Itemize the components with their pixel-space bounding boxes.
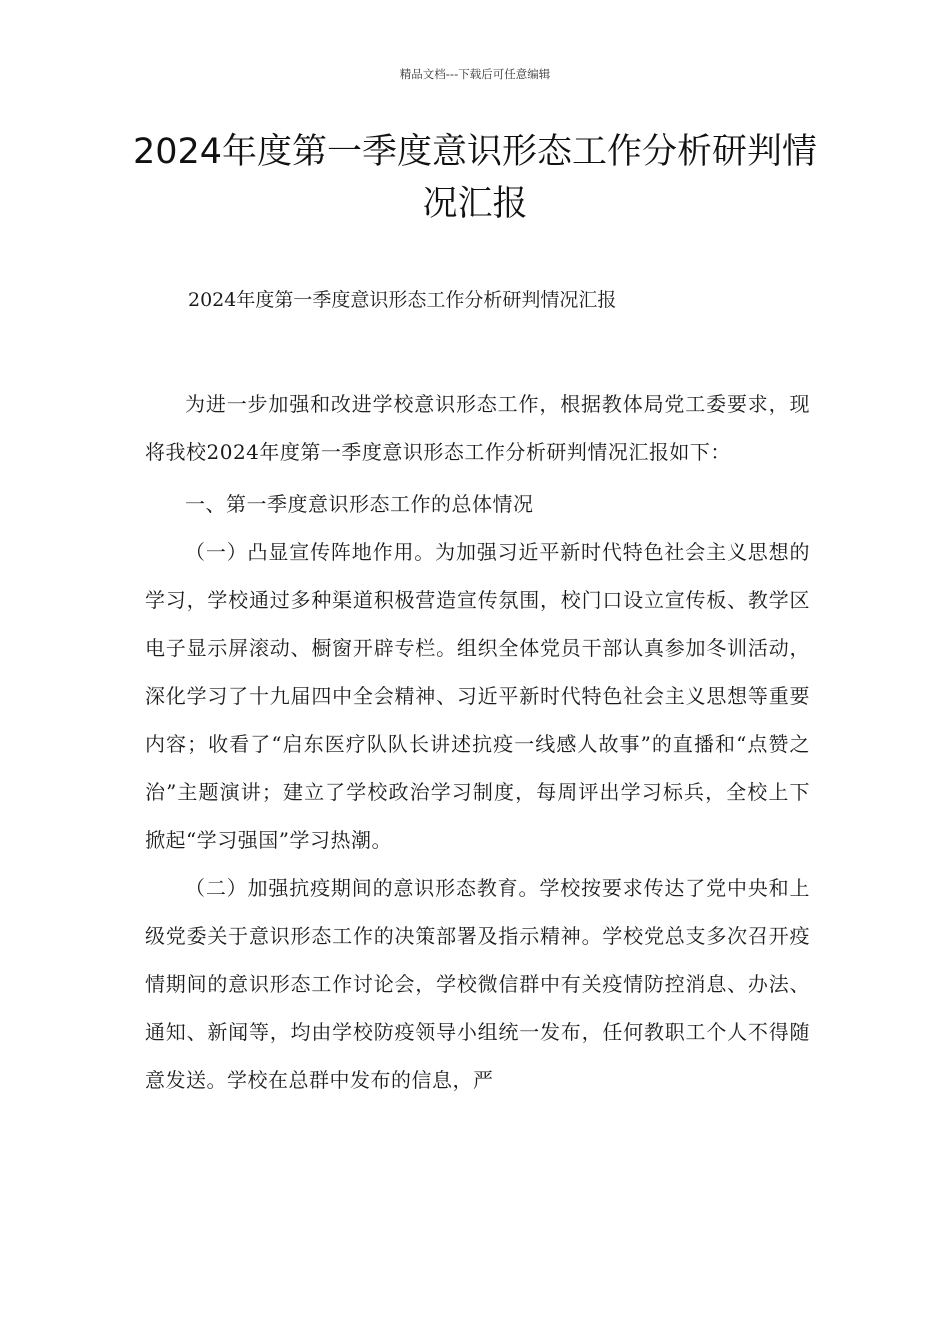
section-heading: 一、第一季度意识形态工作的总体情况 [185,492,534,516]
intro-paragraph: 为进一步加强和改进学校意识形态工作，根据教体局党工委要求，现将我校2024年度第一季度意识形态工作分析研判情况汇报如下： [145,392,810,464]
header-note: 精品文档---下载后可任意编辑 [399,67,551,81]
document-subtitle: 2024年度第一季度意识形态工作分析研判情况汇报 [188,289,617,311]
body-paragraph: （二）加强抗疫期间的意识形态教育。学校按要求传达了党中央和上级党委关于意识形态工作的决策部署及指示精神。学校党总支多次召开疫情期间的意识形态工作讨论会，学校微信群中有关疫情防控消息、办法、通知、新闻等，均由学校防疫领导小组统一发布，任何教职工个人不得随意发送。学校在总群中发布的信息，严 [145,876,810,1092]
body-paragraph: （一）凸显宣传阵地作用。为加强习近平新时代特色社会主义思想的学习，学校通过多种渠道积极营造宣传氛围，校门口设立宣传板、教学区电子显示屏滚动、橱窗开辟专栏。组织全体党员干部认真参加冬训活动，深化学习了十九届四中全会精神、习近平新时代特色社会主义思想等重要内容；收看了“启东医疗队队长讲述抗疫一线感人故事”的直播和“点赞之治”主题演讲；建立了学校政治学习制度，每周评出学习标兵，全校上下掀起“学习强国”学习热潮。 [145,540,810,852]
document-title: 2024年度第一季度意识形态工作分析研判情况汇报 [132,132,818,224]
document-body [145,380,810,1104]
